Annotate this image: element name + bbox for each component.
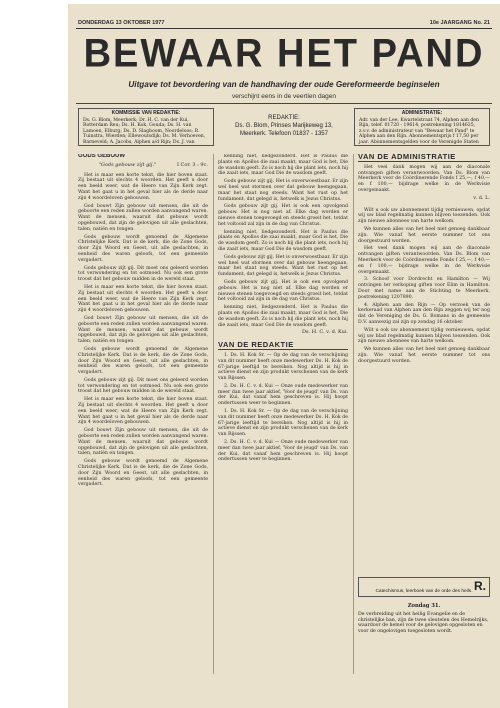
paragraph: Gods gebouw wordt genoemd de Algemene Christelijke Kerk. Dat is de kerk, die de Zone Gods, door Zijn Woord en Geest, uit alle geslachten, in eenheid des waren geloofs, tot een gemeente vergadert. <box>78 346 208 376</box>
paragraph: 2. Ds. H. C. v. d. Kui — Onze oude medewerker van meer dan twee jaar aktief, 'Voor de jeugd' van Ds. van der Kui, dat vanaf hem geschreven is. Hij hoopt ondertussen weer te beginnen. <box>218 440 348 463</box>
section-title: GODS GEBOUW <box>78 154 126 159</box>
paragraph: kenning niet, liedgezonderd. Het is Paulus die plaats en Apollos die zaai maakt, maar God is het, Die de wasdom geeft. Zo is noch hij die plant iets, noch hij die zaait iets, maar God Die de wasdom geeft. <box>218 154 348 177</box>
paragraph: kenning niet, liedgezonderd. Het is Paulus die plaats en Apollos die zaai maakt, maar God is het, Die de wasdom geeft. Zo is noch hij die plant iets, noch hij die zaait iets, maar God Die de wasdom geeft. <box>218 229 348 252</box>
paragraph: Het is maar een korte tekst, die hier boven staat. Zij bestaat uit slechts 4 woorden. Het geeft u door een beeld weer, wat de Heere van Zijn Kerk zegt. Want het gaat u in het geval hier als de derde naar zijn 4 woordeloven gebouwen. <box>78 172 208 201</box>
column-middle <box>218 154 348 674</box>
paragraph: Gods gebouw zijt gij. Het is ook een opvolgend gebouw. Het is nog niet af. Elke dag worden er nieuwe stenen toegevoegd en steeds groeit het, totdat het voltooid zal zijn in de dag van Christus. <box>218 204 348 227</box>
masthead-subtitle: Uitgave tot bevordering van de handhaving der oude Gereformeerde beginselen <box>128 80 440 89</box>
paragraph: God bouwt Zijn gebouw uit mensen, die uit de geboorte een reden zullen worden aanvangend waren. Want de mensen, waaruit dat gebouw wordt opgebouwd, dat zijn de gelovigen uit alle geslachten, talen, natiën en tongen. <box>78 315 208 345</box>
catechismus-letter: R. <box>474 579 486 593</box>
admin-box <box>354 108 490 146</box>
admin-title: ADMINISTRATIE: <box>401 110 443 116</box>
signature: Ds. H. C. v. d. Kui. <box>302 329 348 336</box>
paragraph: We kunnen alles van het heel niet genoeg dankbaar zijn. Wie vanaf het eerste nummer tot ons doorgestuurd worden. <box>358 226 490 244</box>
column-administratie <box>358 154 490 574</box>
paragraph: Gods gebouw zijt gij. Het is onverwoestbaar. Er zijn wel heel wat stormen over dat gebouw heengegaan, maar het staat nog steeds. Want het rust op het fundament, dat gelegd is, hetwelk is Jezus Christus. <box>218 254 348 278</box>
paragraph: Het is maar een korte tekst, die hier boven staat. Zij bestaat uit slechts 4 woorden. Het geeft u door een beeld weer, wat de Heere van Zijn Kerk zegt. Want het gaat u in het geval hier als de derde naar zijn 4 woordeloven gebouwen. <box>78 397 208 426</box>
redaktie-title: REDAKTIE: <box>268 115 300 121</box>
paragraph: 1. Ds. H. Kok Sr. — Op de dag van de verschijning van dit nummer heeft onze medewerker Ds. H. Kok de 67-jarige leeftijd te bereiken. Nog altijd is hij in actieve dienst en zijn produkt verschenen van de kerk van Rijssen. <box>218 409 348 438</box>
admin-text: Adr. van der Lee, Kwartelstraat 74, Alphen aan den Rijn, telef. 01720 - 19614, postrekening 1814635, z.v.v. de administrateur van "Bewaar het Pand" te Alphen aan den Rijn. Abonnementsprijs f 17,50 per jaar. Abonnementsgelden voor de Verenigde Staten <box>359 117 479 145</box>
paragraph: Gods gebouw zijt gij. Dit moet ons geleerd worden tot verwondering en tot ootmoed. Nu ook een grote troost dat het gebouw midden in de wereld staat. <box>78 377 208 395</box>
top-bar <box>68 18 500 28</box>
paragraph: Wilt u ook uw abonnement tijdig vernieuwen, opdat wij uw blad regelmatig kunnen blijven toezenden. Ook zijn nieuwe abonnees van harte welkom. <box>358 327 490 345</box>
paragraph: kenning niet, liedgezonderd. Het is Paulus die plaats en Apollos die zaai maakt, maar God is het, Die de wasdom geeft. Zo is noch hij die plant iets, noch hij die zaait iets, maar God Die de wasdom geeft. <box>218 305 348 328</box>
paragraph: Gods gebouw zijt gij. Dit moet ons geleerd worden tot verwondering en tot ootmoed. Nu ook een grote troost dat het gebouw midden in de wereld staat. <box>78 265 208 283</box>
paragraph: We kunnen alles van het heel niet genoeg dankbaar zijn. Wie vanaf het eerste nummer tot ons doorgestuurd worden. <box>358 347 490 364</box>
column-gods-gebouw <box>78 154 208 674</box>
paragraph: Het veel dank mogen wij aan de diaconale ontvangen giften verantwoorden. Van Ds. Blom van Meerkerk voor de Coördinerende Fonds f 25,—, f 40,— en f 100,— bijdrage welke in de Werkvisie overgemaakt. <box>358 246 490 275</box>
masthead-title: BEWAAR HET PAND <box>83 31 485 77</box>
paragraph: Gods gebouw wordt genoemd de Algemene Christelijke Kerk. Dat is de kerk, die de Zone Gods, door Zijn Woord en Geest, uit alle geslachten, in eenheid des waren geloofs, tot een gemeente vergadert. <box>78 459 208 488</box>
zondag-title: Zondag 31. <box>407 603 441 609</box>
paragraph: Gods gebouw zijt gij. Het is ook een opvolgend gebouw. Het is nog niet af. Elke dag worden er nieuwe stenen toegevoegd en steeds groeit het, totdat het voltooid zal zijn in de dag van Christus. <box>218 279 348 303</box>
column-divider <box>353 154 354 674</box>
bible-quote <box>78 163 208 169</box>
paragraph: Het veel dank mogen wij aan de diaconale ontvangen giften verantwoorden. Van Ds. Blom van Meerkerk voor de Coördinerende Fonds f 25,—, f 40,— en f 100,— bijdrage welke in de Werkvisie overgemaakt. <box>358 164 490 193</box>
paragraph: 2. Ds. H. C. v. d. Kui — Onze oude medewerker van meer dan twee jaar aktief, 'Voor de jeugd' van Ds. van der Kui, dat vanaf hem geschreven is. Hij hoopt ondertussen weer te beginnen. <box>218 383 348 407</box>
section-title: VAN DE ADMINISTRATIE <box>358 154 490 162</box>
signature: v. d. L. <box>473 194 490 201</box>
catechismus-box <box>358 577 490 597</box>
paragraph: 1. Ds. H. Kok Sr. — Op de dag van de verschijning van dit nummer heeft onze medewerker Ds. H. Kok de 67-jarige leeftijd te bereiken. Nog altijd is hij in actieve dienst en zijn produkt verschenen van de kerk van Rijssen. <box>218 352 348 382</box>
commission-box <box>78 108 214 146</box>
section-title: VAN DE REDAKTIE <box>218 342 348 350</box>
quote-text: "Gods gebouw zijt gij." <box>98 161 157 168</box>
issue-date: DONDERDAG 13 OKTOBER 1977 <box>78 20 165 26</box>
quote-reference: I Cor. 3 : 9c. <box>176 161 208 168</box>
redaktie-box <box>224 114 344 138</box>
masthead-rule <box>76 103 492 104</box>
paragraph: Het is maar een korte tekst, die hier boven staat. Zij bestaat uit slechts 4 woorden. Het geeft u door een beeld weer, wat de Heere van Zijn Kerk zegt. Want het gaat u in het geval hier als de derde naar zijn 4 woordeloven gebouwen. <box>78 284 208 314</box>
newspaper-page <box>68 4 500 708</box>
redaktie-text: Ds. G. Blom, Prinses Marijkeweg 13, Meerkerk. Telefoon 01837 - 1357 <box>235 123 333 137</box>
paragraph: Wilt u ook uw abonnement tijdig vernieuwen, opdat wij uw blad regelmatig kunnen blijven toezenden. Ook zijn nieuwe abonnees van harte welkom. <box>358 207 490 225</box>
paragraph: God bouwt Zijn gebouw uit mensen, die uit de geboorte een reden zullen worden aanvangend waren. Want de mensen, waaruit dat gebouw wordt opgebouwd, dat zijn de gelovigen uit alle geslachten, talen, natiën en tongen. <box>78 203 208 232</box>
paragraph: 4. Alphen aan den Rijn — Op verzoek van de kerkeraad van Alphen aan den Rijn zeggen wij ter nog dat de Vereniging de Ds. G. Bomans in de gemeente D.V. aanwezig zal zijn op zondag 16 oktober. <box>358 302 490 325</box>
catechismus-text: Catechismus, leerboek van de orde des heils. <box>375 589 473 594</box>
commission-title: KOMMISSIE VAN REDAKTIE: <box>111 110 181 116</box>
paragraph: Gods gebouw wordt genoemd de Algemene Christelijke Kerk. Dat is de kerk, die de Zone Gods, door Zijn Woord en Geest, uit alle geslachten, in eenheid des waren geloofs, tot een gemeente vergadert. <box>78 234 208 263</box>
paragraph: God bouwt Zijn gebouw uit mensen, die uit de geboorte een reden zullen worden aanvangend waren. Want de mensen, waaruit dat gebouw wordt opgebouwd, dat zijn de gelovigen uit alle geslachten, talen, natiën en tongen. <box>78 428 208 457</box>
zondag-text: De verbreiding uit het heilig Evangelie en de christelijke ban, zijn de twee sleutelen des Hemelrijks, waardoor de hemel voor de gelovigen opgesloten en voor de ongelovigen toegesloten wordt. <box>358 611 489 635</box>
masthead-frequency: verschijnt eens in de veertien dagen <box>231 93 337 100</box>
zondag-section <box>358 604 490 635</box>
paragraph: Gods gebouw zijt gij. Het is onverwoestbaar. Er zijn wel heel wat stormen over dat gebouw heengegaan, maar het staat nog steeds. Want het rust op het fundament, dat gelegd is, hetwelk is Jezus Christus. <box>218 179 348 202</box>
commission-text: Ds. G. Blom, Meerkerk; Dr. H. C. van der Kui, Rotterdam Reu; Ds. H. Kok, Gouda; Ds. H. van Lamoen, Elburg; Ds. D. Slagboom, Noordeloos; B. Tuinstra, Wierden; Ellewoutsdijk; Ds. M. Verhoeven, Barneveld; A. Jacobs, Alphen a/d Rijn; Ds. J. van <box>83 117 206 145</box>
column-divider <box>213 154 214 674</box>
issue-volume: 10e JAARGANG No. 21 <box>429 20 490 26</box>
paragraph: 3. Schoof voor Dordrecht en Hamilton — Wij ontvingen ter verkoping giften voor Elim in Hamilton. Door met name aan de Stichting te Meerkerk, postrekening 1207890. <box>358 277 490 300</box>
